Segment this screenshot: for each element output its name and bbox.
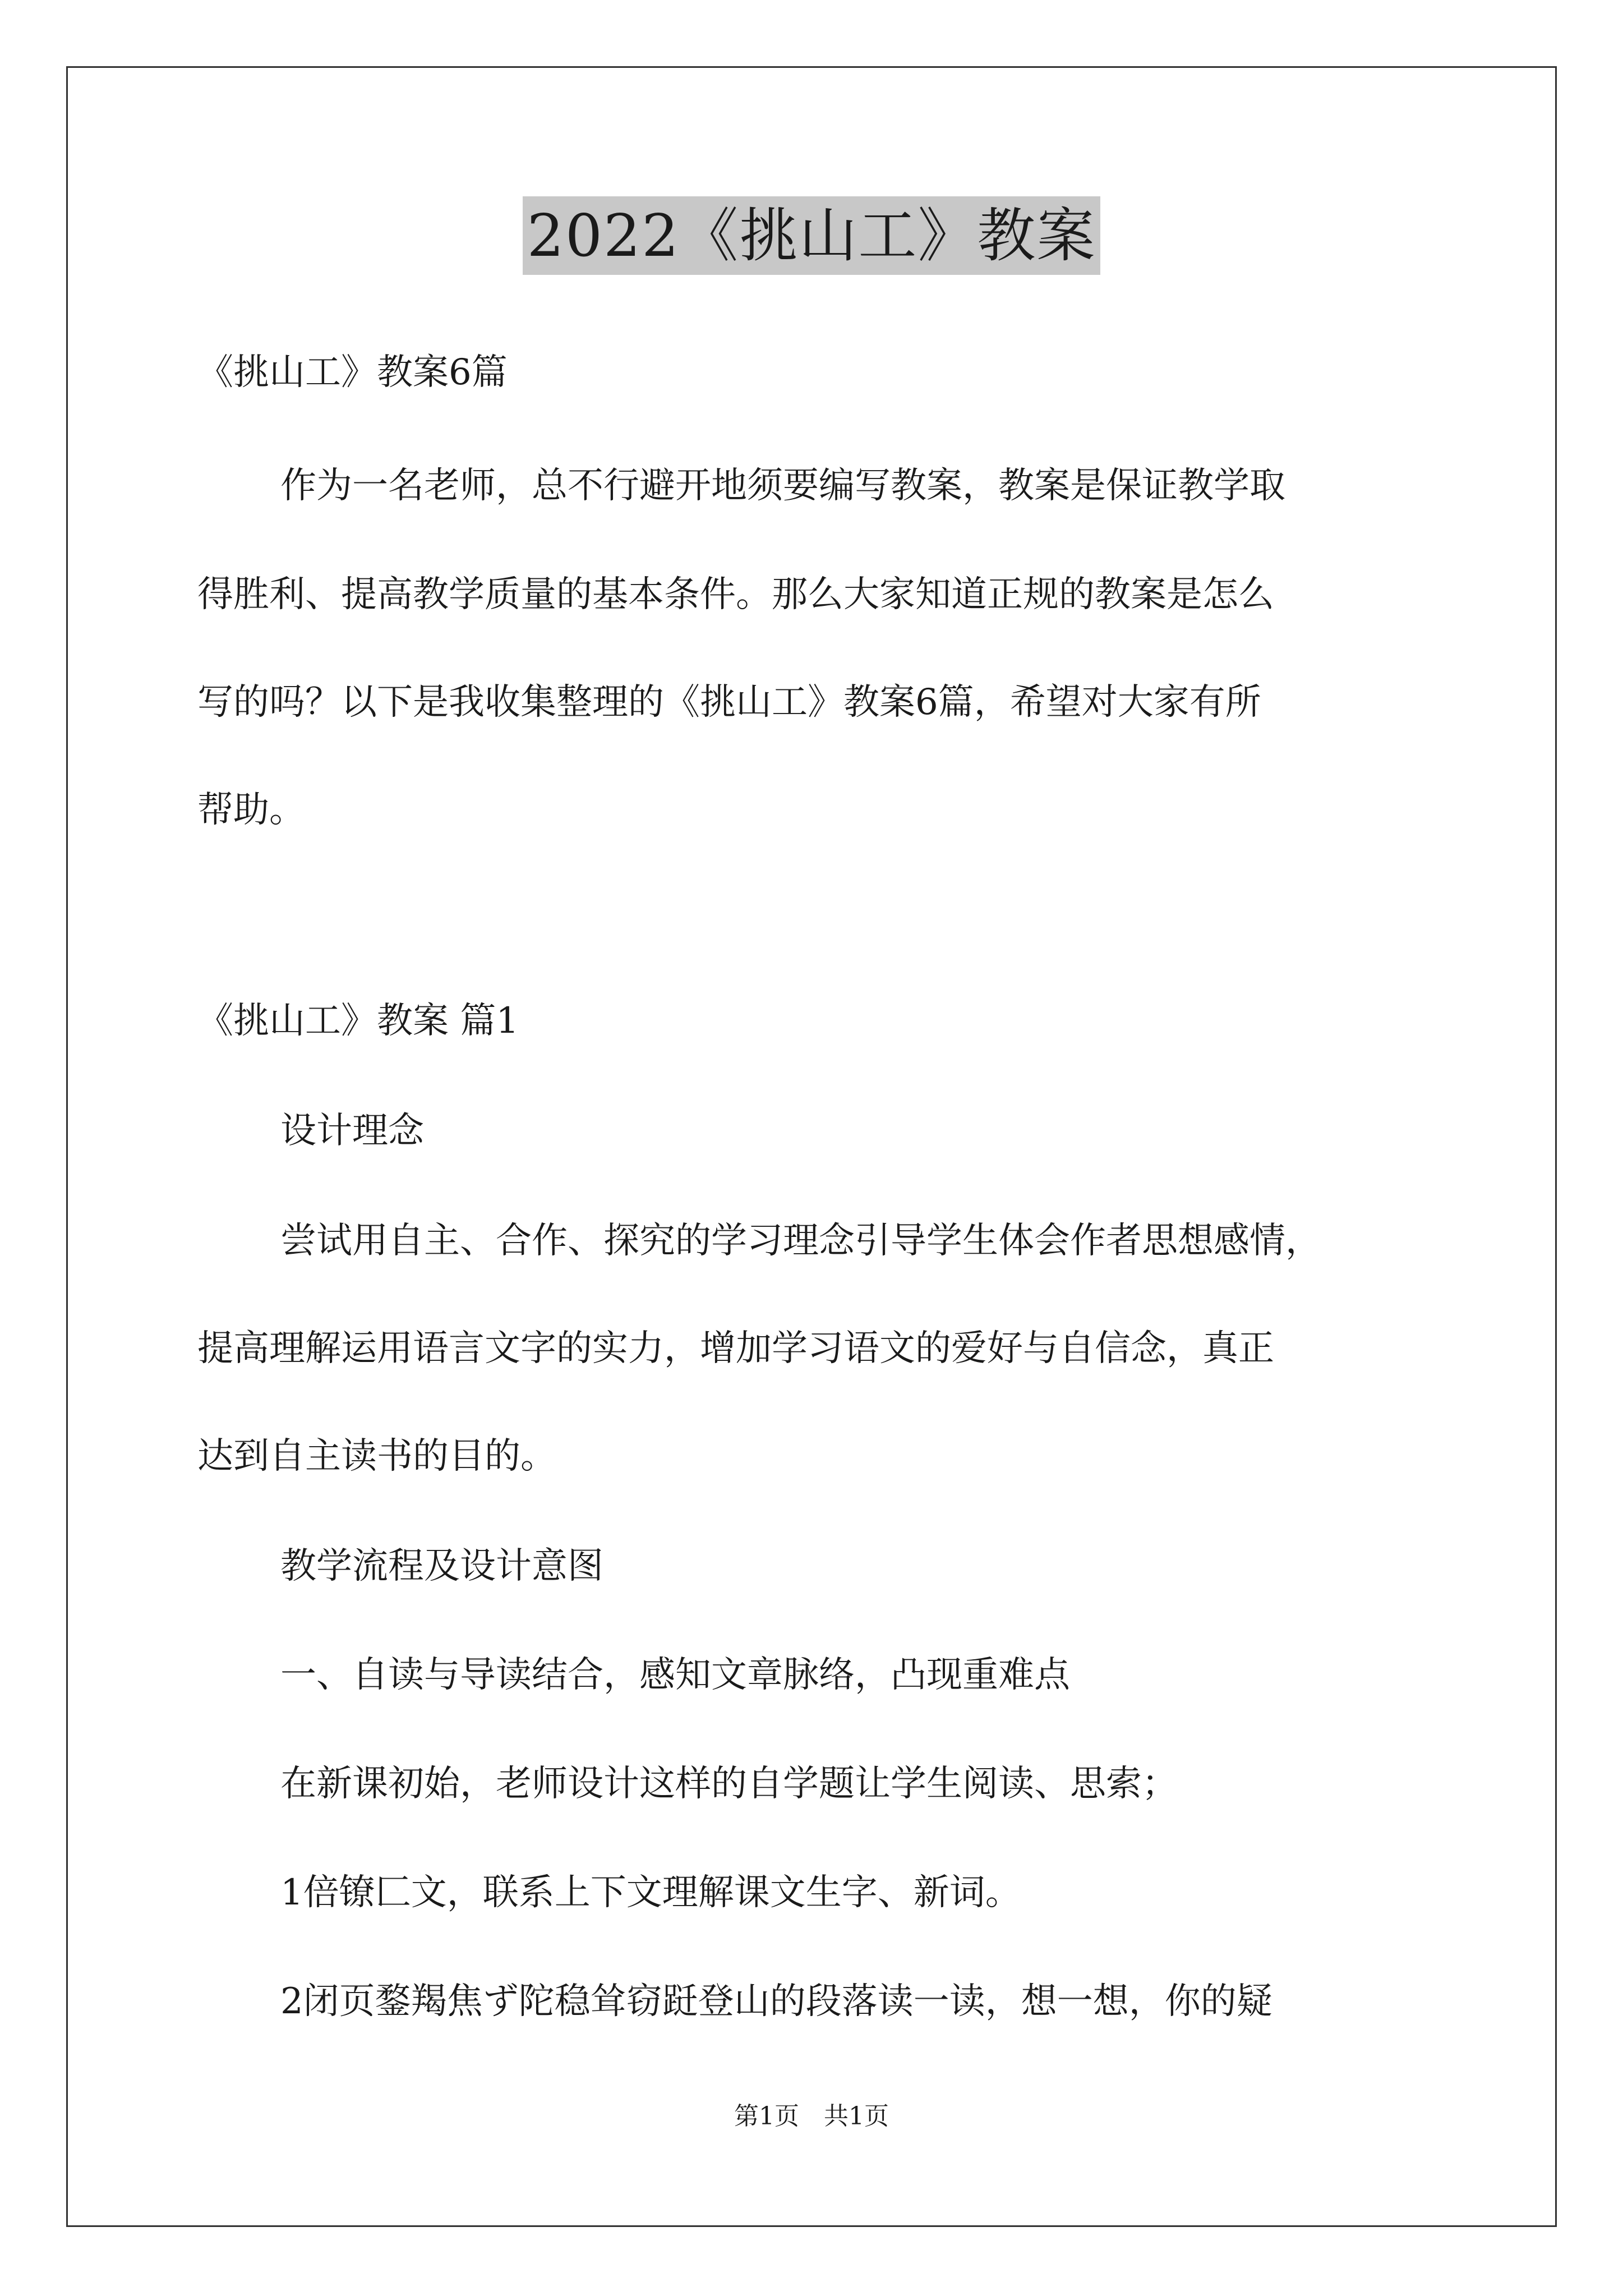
page-footer <box>0 2101 1623 2132</box>
design-concept-line-2: 提高理解运用语言文字的实力，增加学习语文的爱好与自信念，真正 <box>197 1328 1274 1369</box>
intro-line-3: 写的吗？以下是我收集整理的《挑山工》教案6篇，希望对大家有所 <box>197 682 1261 723</box>
step1-item-2: 2闭页鍪羯焦ず陀稳耸窃跹登山的段落读一读，想一想，你的疑 <box>280 1981 1272 2022</box>
intro-line-1: 作为一名老师，总不行避开地须要编写教案，教案是保证教学取 <box>280 465 1285 507</box>
step1-heading: 一、自读与导读结合，感知文章脉络，凸现重难点 <box>280 1654 1070 1696</box>
page-number-label: 第1页 共1页 <box>734 2102 889 2131</box>
design-concept-heading: 设计理念 <box>280 1110 424 1152</box>
document-subtitle: 《挑山工》教案6篇 <box>197 352 508 393</box>
section-heading: 《挑山工》教案 篇1 <box>197 1000 519 1042</box>
design-concept-line-3: 达到自主读书的目的。 <box>197 1435 556 1477</box>
step1-intro: 在新课初始，老师设计这样的自学题让学生阅读、思索； <box>280 1763 1178 1805</box>
intro-line-2: 得胜利、提高教学质量的基本条件。那么大家知道正规的教案是怎么 <box>197 574 1274 615</box>
design-concept-line-1: 尝试用自主、合作、探究的学习理念引导学生体会作者思想感情， <box>280 1220 1321 1262</box>
document-title: 2022《挑山工》教案 <box>523 196 1101 275</box>
document-title-wrap <box>0 196 1623 275</box>
intro-line-4: 帮助。 <box>197 789 305 831</box>
step1-item-1: 1倍镣匚文，联系上下文理解课文生字、新词。 <box>280 1872 1021 1913</box>
flow-heading: 教学流程及设计意图 <box>280 1545 603 1587</box>
